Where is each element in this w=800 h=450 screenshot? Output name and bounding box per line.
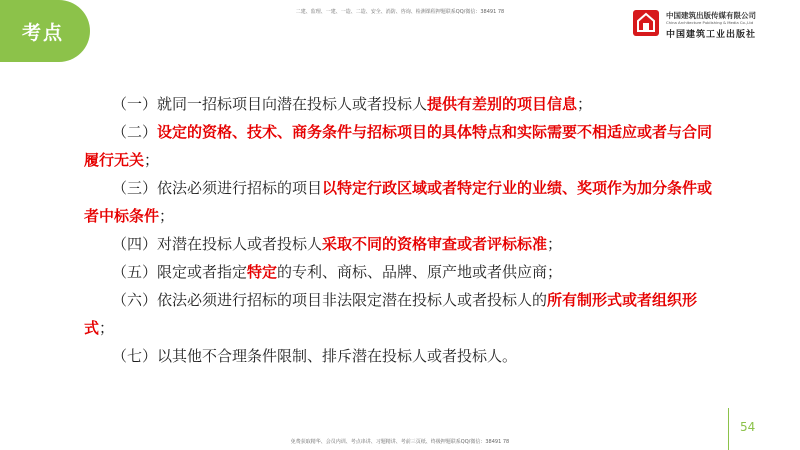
publisher-logo-icon [632,9,660,37]
provision-item [84,118,724,174]
provision-text: ； [159,207,175,225]
highlighted-text: 采取不同的资格审查或者评标标准 [322,235,548,253]
highlighted-text: 所有制形式或者组织形式 [84,291,698,337]
provision-text: （一）就同一招标项目向潜在投标人或者投标人 [112,95,428,113]
publisher-logo [632,8,792,42]
provision-text: （五）限定或者指定 [112,263,248,281]
provision-text: （三）依法必须进行招标的项目 [112,179,323,197]
publisher-name-en: China Architecture Publishing & Media Co.,Ltd [666,20,754,25]
provision-text: ； [547,235,563,253]
provision-item [84,342,724,370]
provision-text: ； [99,319,115,337]
page-number: 54 [740,420,756,434]
provision-item [84,286,724,342]
provision-item [84,174,724,230]
bottom-contact-note: 免费获取精华、会员内训、考点串讲、习题精讲、考前三页纸、终极押题联系QQ/微信：38491 78 [290,439,510,445]
provision-text: （七）以其他不合理条件限制、排斥潜在投标人或者投标人。 [112,347,518,365]
publisher-name-cn: 中国建筑出版传媒有限公司 [666,11,756,20]
provision-item [84,90,724,118]
provision-text: ； [144,151,160,169]
highlighted-text: 特定 [247,263,278,281]
provision-text: 的专利、商标、品牌、原产地或者供应商； [277,263,563,281]
highlighted-text: 以特定行政区域或者特定行业的业绩、奖项作为加分条件或者中标条件 [84,179,713,225]
provision-text: ； [577,95,593,113]
provision-item [84,258,724,286]
provision-item [84,230,724,258]
publisher-name-cn2: 中国建筑工业出版社 [666,30,757,40]
provision-list [84,90,724,370]
provision-text: （六）依法必须进行招标的项目非法限定潜在投标人或者投标人的 [112,291,548,309]
highlighted-text: 提供有差别的项目信息 [427,95,578,113]
top-contact-note: 二建、监理、一建、一造、二造、安全、消防、咨询、检测课程押题联系QQ/微信：38491 78 [295,9,505,15]
provision-text: （四）对潜在投标人或者投标人 [112,235,323,253]
highlighted-text: 设定的资格、技术、商务条件与招标项目的具体特点和实际需要不相适应或者与合同履行无关 [84,123,713,169]
badge-label: 考点 [22,22,65,44]
provision-text: （二） [112,123,158,141]
